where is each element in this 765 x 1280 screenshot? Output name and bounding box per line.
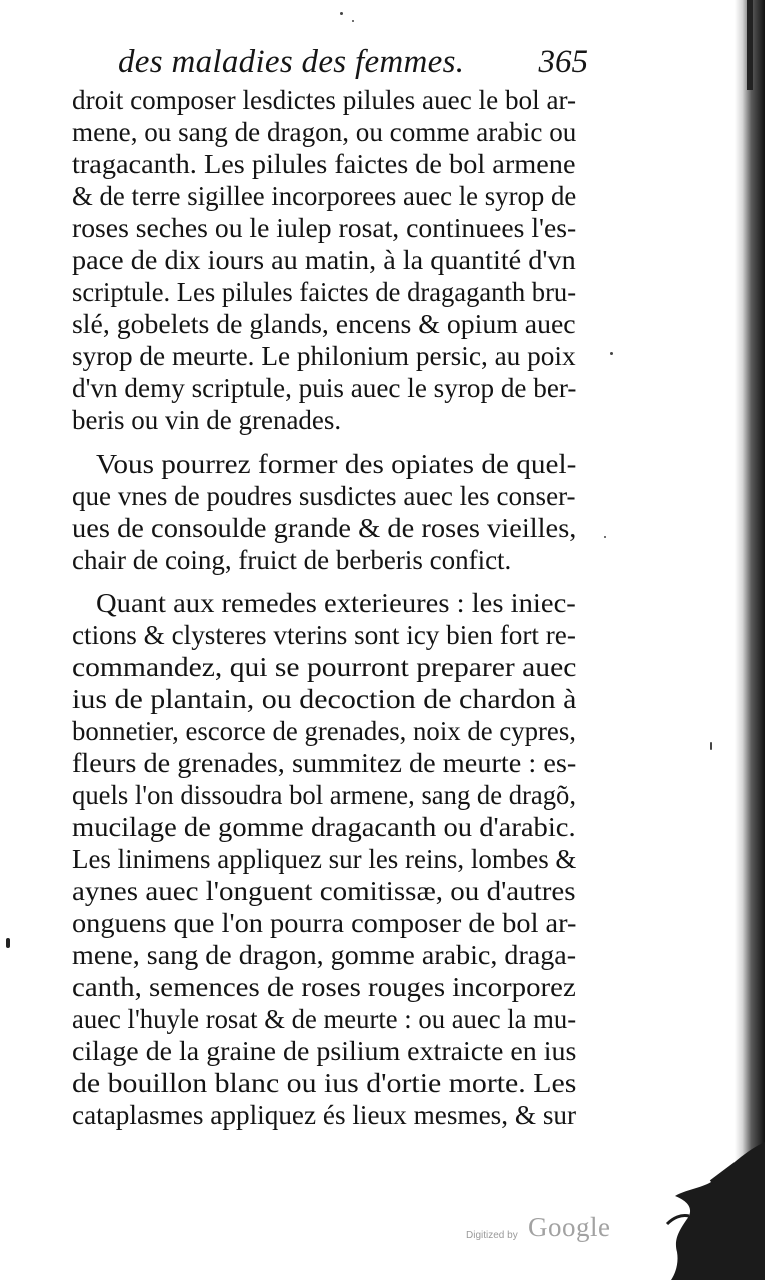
page-number: 365 — [538, 44, 588, 80]
text-line: cilage de la graine de psilium extraicte en ius — [72, 1036, 577, 1066]
text-line: d'vn demy scriptule, puis auec le syrop de ber- — [72, 373, 577, 403]
text-line: slé, gobelets de glands, encens & opium auec — [72, 309, 576, 339]
text-line: ius de plantain, ou decoction de chardon à — [72, 684, 577, 714]
text-line: droit composer lesdictes pilules auec le bol ar- — [72, 85, 577, 115]
edge-mark — [6, 938, 10, 948]
google-watermark — [466, 1212, 636, 1252]
text-line: auec l'huyle rosat & de meurte : ou auec la mu- — [72, 1004, 577, 1034]
watermark-digitized-label: Digitized by — [466, 1230, 518, 1241]
page-header — [118, 36, 588, 82]
text-line: Quant aux remedes exterieures : les iniec- — [96, 588, 576, 618]
text-line: bonnetier, escorce de grenades, noix de cypres, — [72, 716, 576, 746]
text-line: Vous pourrez former des opiates de quel- — [96, 449, 577, 479]
text-line: pace de dix iours au matin, à la quantité d'vn — [72, 245, 576, 275]
torn-corner — [615, 1130, 765, 1280]
text-line: que vnes de poudres susdictes auec les conser- — [72, 481, 576, 511]
edge-mark — [747, 0, 753, 90]
text-line: chair de coing, fruict de berberis confict. — [72, 545, 512, 575]
text-line: cataplasmes appliquez és lieux mesmes, & sur — [72, 1100, 577, 1130]
text-line: canth, semences de roses rouges incorporez — [72, 972, 576, 1002]
text-line: & de terre sigillee incorporees auec le syrop de — [72, 181, 577, 211]
text-line: commandez, qui se pourront preparer auec — [72, 652, 577, 682]
text-line: Les linimens appliquez sur les reins, lombes & — [72, 844, 577, 874]
text-line: ctions & clysteres vterins sont icy bien fort re- — [72, 620, 576, 650]
text-line: scriptule. Les pilules faictes de dragaganth bru- — [72, 277, 577, 307]
text-line: ues de consoulde grande & de roses vieilles, — [72, 513, 577, 543]
text-line: roses seches ou le iulep rosat, continuees l'es- — [72, 213, 577, 243]
google-logo: Google — [528, 1212, 611, 1242]
running-title: des maladies des femmes. — [118, 44, 465, 80]
text-line: onguens que l'on pourra composer de bol ar- — [72, 908, 577, 938]
text-line: quels l'on dissoudra bol armene, sang de dragõ, — [72, 780, 576, 810]
text-line: mucilage de gomme dragacanth ou d'arabic. — [72, 812, 576, 842]
text-line: mene, sang de dragon, gomme arabic, draga- — [72, 940, 577, 970]
text-line: de bouillon blanc ou ius d'ortie morte. Les — [72, 1068, 577, 1098]
text-line: mene, ou sang de dragon, ou comme arabic ou — [72, 117, 577, 147]
text-line: tragacanth. Les pilules faictes de bol armene — [72, 149, 576, 179]
text-line: aynes auec l'onguent comitissæ, ou d'autres — [72, 876, 576, 906]
text-line: syrop de meurte. Le philonium persic, au poix — [72, 341, 576, 371]
text-line: beris ou vin de grenades. — [72, 405, 342, 435]
page-edge-shadow — [735, 0, 765, 1280]
text-line: fleurs de grenades, summitez de meurte : es- — [72, 748, 577, 778]
